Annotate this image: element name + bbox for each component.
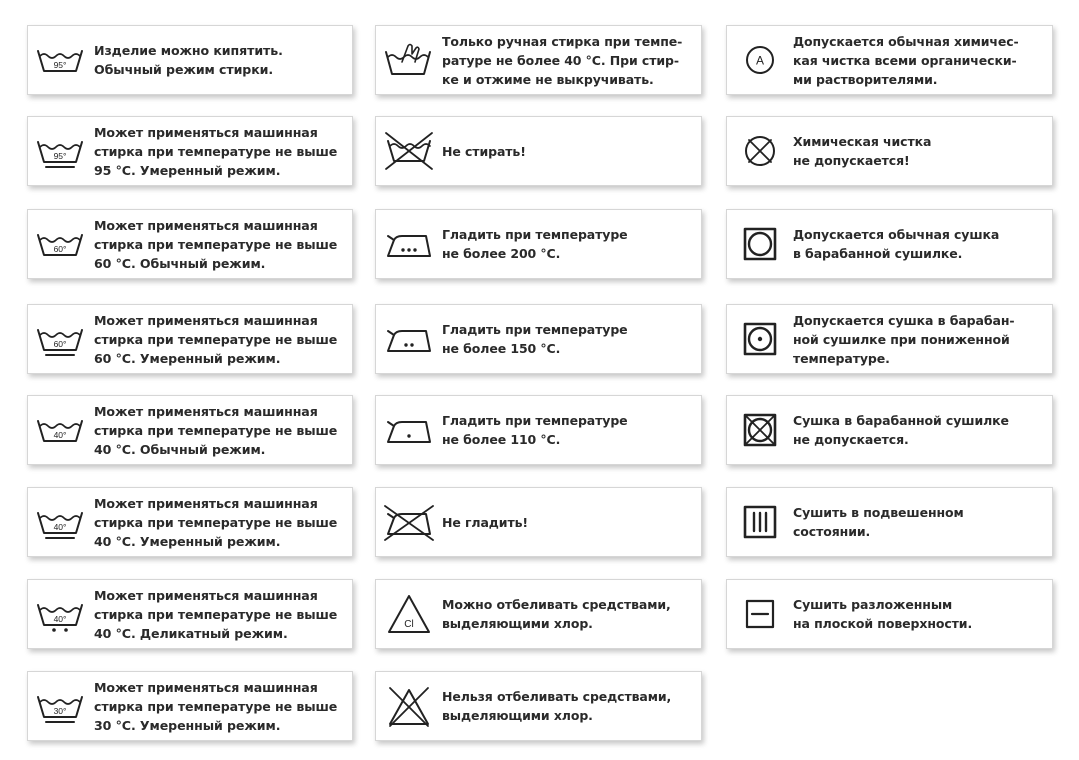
wash-tub-40-gentle-icon [28,487,94,557]
tub-temperature-label: 40° [53,430,67,440]
description-line: стирка при температуре не выше [94,606,338,622]
care-symbol-card [375,579,702,649]
care-symbol-card [375,395,702,465]
care-symbol-description [94,41,352,79]
description-line: 40 °C. Умеренный режим. [94,533,281,549]
description-line: Гладить при температуре [442,227,628,242]
tumble-dry-normal-icon [727,209,793,279]
do-not-iron-icon [376,487,442,557]
description-line: стирка при температуре не выше [94,143,338,159]
description-line: Только ручная стирка при темпе- [442,33,683,49]
care-symbol-description [793,411,1052,449]
care-symbol-description [442,513,701,532]
description-line: Химическая чистка [793,134,932,149]
care-symbol-description [442,411,701,449]
care-symbol-card [375,304,702,374]
care-symbol-card [375,487,702,557]
care-symbol-description [442,142,701,161]
care-symbol-card [27,671,353,741]
care-symbol-card [27,487,353,557]
tub-temperature-label: 60° [53,244,67,254]
do-not-dry-clean-icon [727,116,793,186]
care-symbol-description [442,687,701,725]
wash-tub-95-icon [28,25,94,95]
line-dry-icon [727,487,793,557]
dry-clean-a-icon [727,25,793,95]
do-not-bleach-icon [376,671,442,741]
wash-tub-30-gentle-icon [28,671,94,741]
description-line: ке и отжиме не выкручивать. [442,71,654,87]
care-symbol-card [27,116,353,186]
tub-temperature-label: 40° [53,522,67,532]
bleach-chlorine-icon [376,579,442,649]
description-line: стирка при температуре не выше [94,331,338,347]
care-symbol-card [726,579,1053,649]
description-line: Можно отбеливать средствами, [442,597,671,612]
wash-tub-40-icon [28,395,94,465]
care-symbol-description [793,311,1052,368]
iron-low-icon [376,395,442,465]
description-line: Может применяться машинная [94,217,318,233]
tub-temperature-label: 95° [53,60,67,70]
description-line: состоянии. [793,524,871,539]
dry-flat-icon [727,579,793,649]
care-symbol-card [375,671,702,741]
description-line: Гладить при температуре [442,413,628,428]
description-line: ной сушилке при пониженной [793,331,1010,347]
description-line: Сушить в подвешенном [793,505,964,520]
description-line: ратуре не более 40 °C. При стир- [442,52,679,68]
care-symbol-description [793,32,1052,89]
care-symbol-description [94,678,352,735]
wash-tub-95-gentle-icon [28,116,94,186]
care-symbol-card [27,25,353,95]
description-line: Может применяться машинная [94,679,318,695]
description-line: не допускается! [793,153,910,168]
description-line: в барабанной сушилке. [793,246,963,261]
description-line: Допускается обычная сушка [793,227,1000,242]
care-symbol-card [375,209,702,279]
description-line: не допускается. [793,432,909,447]
description-line: Сушить разложенным [793,597,953,612]
description-line: на плоской поверхности. [793,616,973,631]
description-line: Нельзя отбеливать средствами, [442,689,672,704]
care-symbol-description [793,595,1052,633]
description-line: стирка при температуре не выше [94,236,338,252]
iron-medium-icon [376,304,442,374]
description-line: стирка при температуре не выше [94,514,338,530]
care-symbol-description [442,32,701,89]
care-symbol-description [793,132,1052,170]
tub-temperature-label: 30° [53,706,67,716]
care-symbol-description [442,225,701,263]
wash-tub-60-icon [28,209,94,279]
tumble-dry-low-icon [727,304,793,374]
iron-high-icon [376,209,442,279]
care-symbol-description [793,503,1052,541]
description-line: Допускается сушка в барабан- [793,312,1015,328]
care-symbol-description [442,320,701,358]
description-line: Может применяться машинная [94,495,318,511]
description-line: температуре. [793,350,890,366]
description-line: 60 °C. Обычный режим. [94,255,266,271]
hand-wash-icon [376,25,442,95]
care-symbol-card [726,304,1053,374]
description-line: Может применяться машинная [94,124,318,140]
wash-tub-40-delicate-icon [28,579,94,649]
description-line: не более 150 °C. [442,341,561,356]
do-not-tumble-dry-icon [727,395,793,465]
care-symbol-card [726,209,1053,279]
care-symbol-card [27,209,353,279]
dry-clean-letter: A [755,53,765,68]
description-line: кая чистка всеми органически- [793,52,1017,68]
care-symbol-card [726,487,1053,557]
care-symbol-card [27,579,353,649]
description-line: не более 110 °C. [442,432,561,447]
description-line: Может применяться машинная [94,587,318,603]
tub-temperature-label: 40° [53,614,67,624]
description-line: Обычный режим стирки. [94,62,274,77]
description-line: 30 °C. Умеренный режим. [94,717,281,733]
description-line: Не стирать! [442,143,526,159]
care-symbol-description [793,225,1052,263]
wash-tub-60-gentle-icon [28,304,94,374]
do-not-wash-icon [376,116,442,186]
description-line: 95 °C. Умеренный режим. [94,162,281,178]
tub-temperature-label: 60° [53,339,67,349]
care-symbol-card [27,304,353,374]
description-line: 40 °C. Обычный режим. [94,441,266,457]
care-symbol-card [726,395,1053,465]
description-line: 40 °C. Деликатный режим. [94,625,288,641]
description-line: стирка при температуре не выше [94,422,338,438]
description-line: Допускается обычная химичес- [793,33,1019,49]
care-symbol-card [375,116,702,186]
care-symbol-description [94,311,352,368]
chlorine-label: Cl [404,619,414,630]
care-symbol-card [27,395,353,465]
description-line: Может применяться машинная [94,312,318,328]
description-line: стирка при температуре не выше [94,698,338,714]
description-line: Может применяться машинная [94,403,318,419]
care-symbol-card [726,116,1053,186]
description-line: выделяющими хлор. [442,616,593,631]
care-symbol-description [94,494,352,551]
care-symbol-description [94,402,352,459]
description-line: Гладить при температуре [442,322,628,337]
care-symbol-card [375,25,702,95]
care-symbol-card [726,25,1053,95]
description-line: выделяющими хлор. [442,708,593,723]
description-line: Не гладить! [442,514,529,530]
care-symbol-description [94,123,352,180]
description-line: ми растворителями. [793,71,938,87]
care-symbol-description [94,586,352,643]
tub-temperature-label: 95° [53,151,67,161]
care-symbol-description [94,216,352,273]
care-symbol-description [442,595,701,633]
description-line: не более 200 °C. [442,246,561,261]
description-line: Изделие можно кипятить. [94,43,283,58]
description-line: Сушка в барабанной сушилке [793,413,1009,428]
description-line: 60 °C. Умеренный режим. [94,350,281,366]
